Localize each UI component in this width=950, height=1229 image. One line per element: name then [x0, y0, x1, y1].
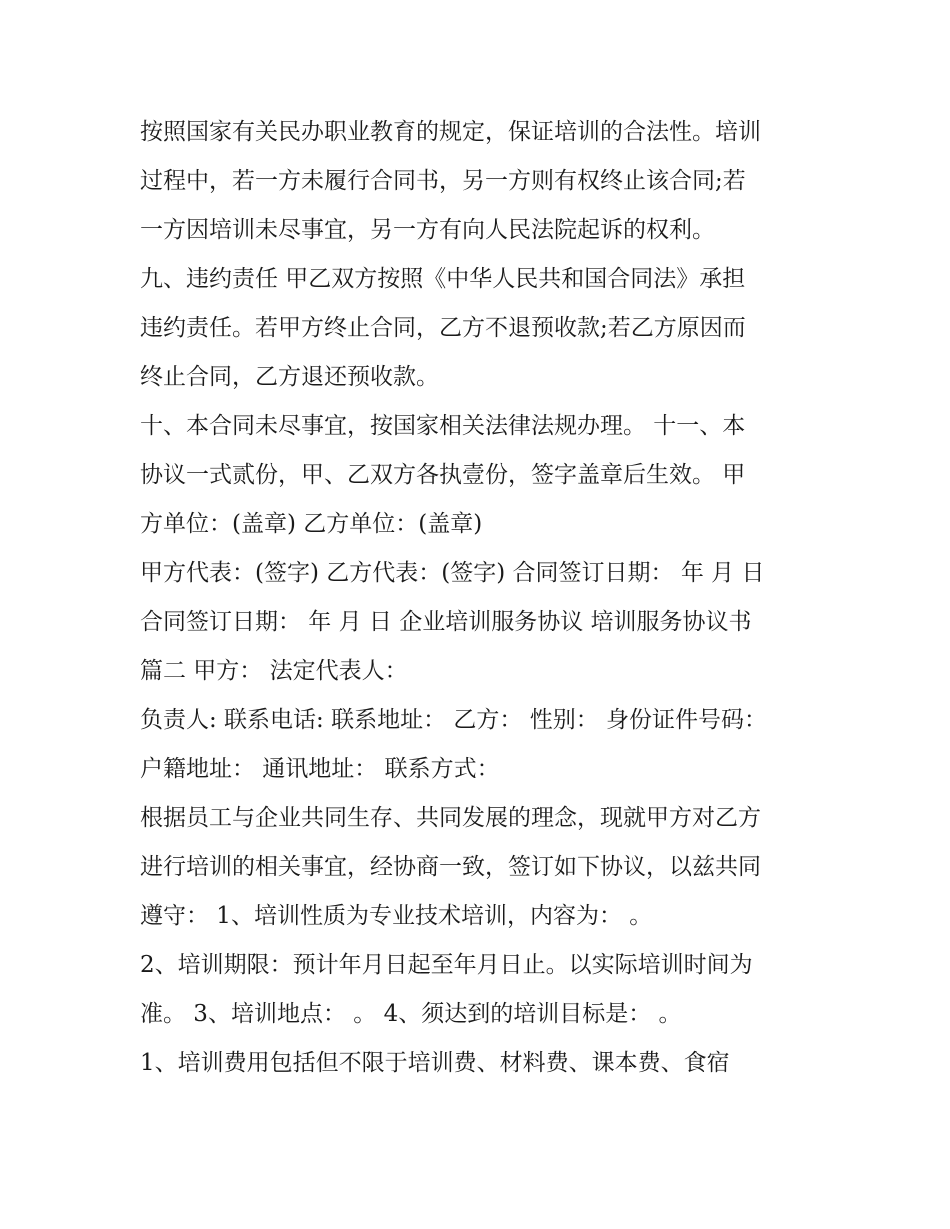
text-line: 协议一式贰份，甲、乙双方各执壹份，签字盖章后生效。 甲: [140, 462, 746, 488]
text-line: 十、本合同未尽事宜，按国家相关法律法规办理。 十一、本: [140, 413, 746, 439]
text-line: 户籍地址： 通讯地址： 联系方式：: [140, 756, 500, 782]
text-line: 一方因培训未尽事宜，另一方有向人民法院起诉的权利。: [140, 217, 715, 243]
text-line: 甲方代表：(签字) 乙方代表：(签字) 合同签订日期： 年 月 日: [140, 560, 765, 586]
paragraph-party-details: [140, 696, 820, 794]
paragraph-agreement-preamble: [140, 794, 820, 941]
document-body: [140, 108, 820, 1088]
text-line: 2、培训期限：预计年月日起至年月日止。以实际培训时间为: [140, 952, 753, 978]
paragraph-training-costs: [140, 1039, 820, 1088]
text-line: 违约责任。若甲方终止合同，乙方不退预收款;若乙方原因而: [140, 315, 746, 341]
text-line: 准。 3、培训地点： 。 4、须达到的培训目标是： 。: [140, 1001, 682, 1027]
text-line: 根据员工与企业共同生存、共同发展的理念，现就甲方对乙方: [140, 805, 761, 831]
paragraph-miscellaneous-terms: [140, 402, 820, 549]
text-line: 1、培训费用包括但不限于培训费、材料费、课本费、食宿: [140, 1050, 730, 1076]
paragraph-signatures: [140, 549, 820, 696]
paragraph-breach-liability: [140, 255, 820, 402]
text-line: 方单位：(盖章) 乙方单位：(盖章): [140, 511, 483, 537]
text-line: 负责人: 联系电话: 联系地址： 乙方： 性别： 身份证件号码：: [140, 707, 768, 733]
paragraph-training-period: [140, 941, 820, 1039]
text-line: 合同签订日期： 年 月 日 企业培训服务协议 培训服务协议书: [140, 609, 752, 635]
text-line: 九、违约责任 甲乙双方按照《中华人民共和国合同法》承担: [140, 266, 746, 292]
text-line: 过程中，若一方未履行合同书，另一方则有权终止该合同;若: [140, 168, 746, 194]
text-line: 按照国家有关民办职业教育的规定，保证培训的合法性。培训: [140, 119, 761, 145]
paragraph-termination-rights: [140, 108, 820, 255]
text-line: 篇二 甲方： 法定代表人：: [140, 658, 408, 684]
text-line: 遵守： 1、培训性质为专业技术培训，内容为： 。: [140, 903, 653, 929]
text-line: 进行培训的相关事宜，经协商一致，签订如下协议，以兹共同: [140, 854, 761, 880]
text-line: 终止合同，乙方退还预收款。: [140, 364, 439, 390]
